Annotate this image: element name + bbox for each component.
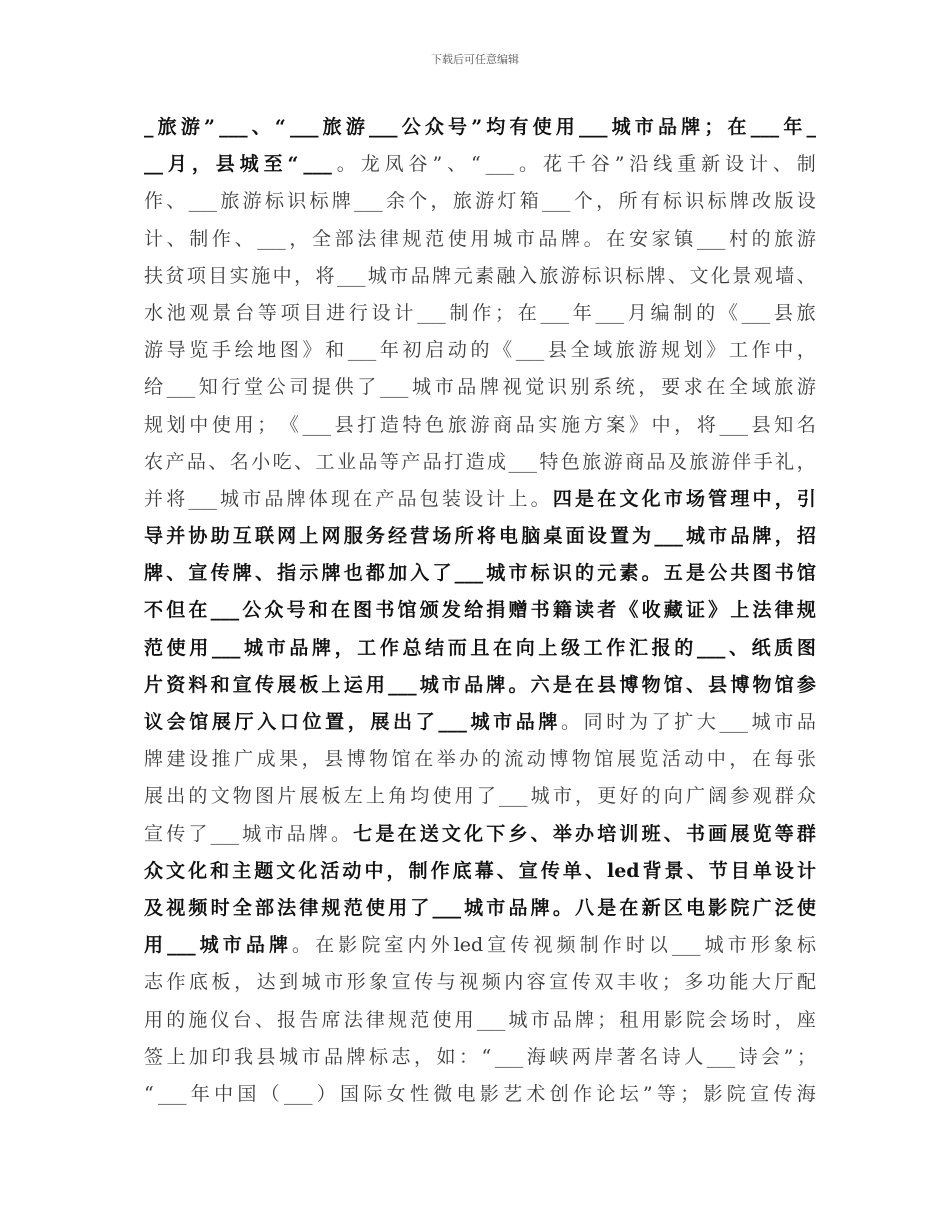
text-line: 水 池 观 景 台 等 项 目 进 行 设 计 ___ 制 作 ； 在 ___ 年 ___ 月 编 制 的 《 ___ 县 旅 <box>144 301 816 324</box>
text-line: 游 导 览 手 绘 地 图 》 和 ___ 年 初 启 动 的 《 ___ 县 全 域 旅 游 规 划 》 工 作 中 ， <box>144 339 816 362</box>
text-line: 展 出 的 文 物 图 片 展 板 左 上 角 均 使 用 了 ___ 城 市 ， 更 好 的 向 广 阔 参 观 群 众 <box>144 785 816 808</box>
text-line: 用 ___ 城 市 品 牌 。 在 影 院 室 内 外 led 宣 传 视 频 制 作 时 以 ___ 城 市 形 象 标 <box>144 934 816 957</box>
text-line: 片 资 料 和 宣 传 展 板 上 运 用 ___ 城 市 品 牌 。 六 是 在 县 博 物 馆 、 县 博 物 馆 参 <box>144 673 816 696</box>
text-line: 及 视 频 时 全 部 法 律 规 范 使 用 了 ___ 城 市 品 牌 。 八 是 在 新 区 电 影 院 广 泛 使 <box>144 896 816 919</box>
text-line: 不 但 在 ___ 公 众 号 和 在 图 书 馆 颁 发 给 捐 赠 书 籍 读 者 《 收 藏 证 》 上 法 律 规 <box>144 599 816 622</box>
text-line: 签 上 加 印 我 县 城 市 品 牌 标 志 ， 如 ： “ ___ 海 峡 两 岸 著 名 诗 人 ___ 诗 会 ” ； <box>144 1045 816 1068</box>
text-line: 计 、 制 作 、 ___ ， 全 部 法 律 规 范 使 用 城 市 品 牌 。 在 安 家 镇 ___ 村 的 旅 游 <box>144 227 816 250</box>
text-line: “ ___ 年 中 国 （ ___ ） 国 际 女 性 微 电 影 艺 术 创 作 论 坛 ” 等 ； 影 院 宣 传 海 <box>144 1082 816 1105</box>
text-line: 并 将 ___ 城 市 品 牌 体 现 在 产 品 包 装 设 计 上 。 四 是 在 文 化 市 场 管 理 中 ， 引 <box>144 487 816 510</box>
page-header: 下载后可任意编辑 <box>431 53 519 66</box>
document-body <box>144 109 816 1113</box>
text-line: 范 使 用 ___ 城 市 品 牌 ， 工 作 总 结 而 且 在 向 上 级 工 作 汇 报 的 ___ 、 纸 质 图 <box>144 636 816 659</box>
text-line: 用 的 施 仪 台 、 报 告 席 法 律 规 范 使 用 ___ 城 市 品 牌 ； 租 用 影 院 会 场 时 ， 座 <box>144 1008 816 1031</box>
text-line: 农 产 品 、 名 小 吃 、 工 业 品 等 产 品 打 造 成 ___ 特 色 旅 游 商 品 及 旅 游 伴 手 礼 ， <box>144 450 816 473</box>
text-line: 议 会 馆 展 厅 入 口 位 置 ， 展 出 了 ___ 城 市 品 牌 。 同 时 为 了 扩 大 ___ 城 市 品 <box>144 711 816 733</box>
text-line: 众 文 化 和 主 题 文 化 活 动 中 ， 制 作 底 幕 、 宣 传 单 、 led 背 景 、 节 目 单 设 计 <box>144 859 816 882</box>
text-line: 牌 、 宣 传 牌 、 指 示 牌 也 都 加 入 了 ___ 城 市 标 识 的 元 素 。 五 是 公 共 图 书 馆 <box>144 562 816 585</box>
text-line: 宣 传 了 ___ 城 市 品 牌 。 七 是 在 送 文 化 下 乡 、 举 办 培 训 班 、 书 画 展 览 等 群 <box>144 822 816 845</box>
text-line: 扶 贫 项 目 实 施 中 ， 将 ___ 城 市 品 牌 元 素 融 入 旅 游 标 识 标 牌 、 文 化 景 观 墙 、 <box>144 264 816 287</box>
text-line: _ 旅 游 ” ___ 、 “ ___ 旅 游 ___ 公 众 号 ” 均 有 使 用 ___ 城 市 品 牌 ； 在 ___ 年 _ <box>144 116 816 138</box>
text-line: 牌 建 设 推 广 成 果 ， 县 博 物 馆 在 举 办 的 流 动 博 物 馆 展 览 活 动 中 ， 在 每 张 <box>144 748 816 771</box>
text-line: 作 、 ___ 旅 游 标 识 标 牌 ___ 余 个 ， 旅 游 灯 箱 ___ 个 ， 所 有 标 识 标 牌 改 版 设 <box>144 190 816 213</box>
text-line: 志 作 底 板 ， 达 到 城 市 形 象 宣 传 与 视 频 内 容 宣 传 双 丰 收 ； 多 功 能 大 厅 配 <box>144 971 816 994</box>
text-line: 规 划 中 使 用 ； 《 ___ 县 打 造 特 色 旅 游 商 品 实 施 方 案 》 中 ， 将 ___ 县 知 名 <box>144 413 816 436</box>
text-line: __ 月 ， 县 城 至 “ ___ 。 龙 凤 谷 ” 、 “ ___ 。 花 千 谷 ” 沿 线 重 新 设 计 、 制 <box>144 153 816 176</box>
text-line: 导 并 协 助 互 联 网 上 网 服 务 经 营 场 所 将 电 脑 桌 面 设 置 为 ___ 城 市 品 牌 ， 招 <box>144 525 816 548</box>
text-line: 给 ___ 知 行 堂 公 司 提 供 了 ___ 城 市 品 牌 视 觉 识 别 系 统 ， 要 求 在 全 域 旅 游 <box>144 376 816 399</box>
